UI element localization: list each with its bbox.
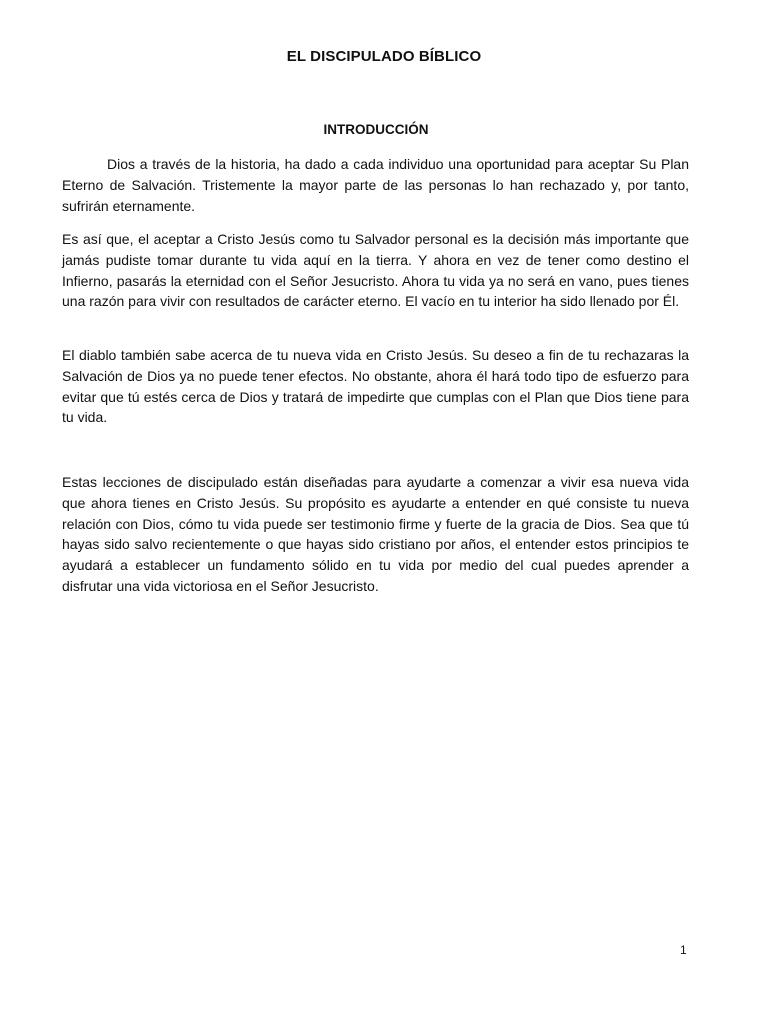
section-heading-introduccion: INTRODUCCIÓN [323,122,429,137]
paragraph-4: Estas lecciones de discipulado están diseñadas para ayudarte a comenzar a vivir esa nueva vida que ahora tienes en Cristo Jesús. Su propósito es ayudarte a entender en qué consiste tu nueva relación con Dios, cómo tu vida puede ser testimonio firme y fuerte de la gracia de Dios. Sea que tú hayas sido salvo recientemente o que hayas sido cristiano por años, el entender estos principios te ayudará a establecer un fundamento sólido en tu vida por medio del cual puedes aprender a disfrutar una vida victoriosa en el Señor Jesucristo. [62,474,689,594]
paragraph-2: Es así que, el aceptar a Cristo Jesús como tu Salvador personal es la decisión más importante que jamás pudiste tomar durante tu vida aquí en la tierra. Y ahora en vez de tener como destino el Infierno, pasarás la eternidad con el Señor Jesucristo. Ahora tu vida ya no será en vano, pues tienes una razón para vivir con resultados de carácter eterno. El vacío en tu interior ha sido llenado por Él. [62,231,689,310]
page-number: 1 [680,943,687,957]
document-title: EL DISCIPULADO BÍBLICO [286,48,482,65]
paragraph-3: El diablo también sabe acerca de tu nueva vida en Cristo Jesús. Su deseo a fin de tu rechazaras la Salvación de Dios ya no puede tener efectos. No obstante, ahora él hará todo tipo de esfuerzo para evitar que tú estés cerca de Dios y tratará de impedirte que cumplas con el Plan que Dios tiene para tu vida. [62,347,689,426]
paragraph-1: Dios a través de la historia, ha dado a cada individuo una oportunidad para aceptar Su Plan Eterno de Salvación. Tristemente la mayor parte de las personas lo han rechazado y, por tanto, sufrirán eternamente. [62,156,689,214]
